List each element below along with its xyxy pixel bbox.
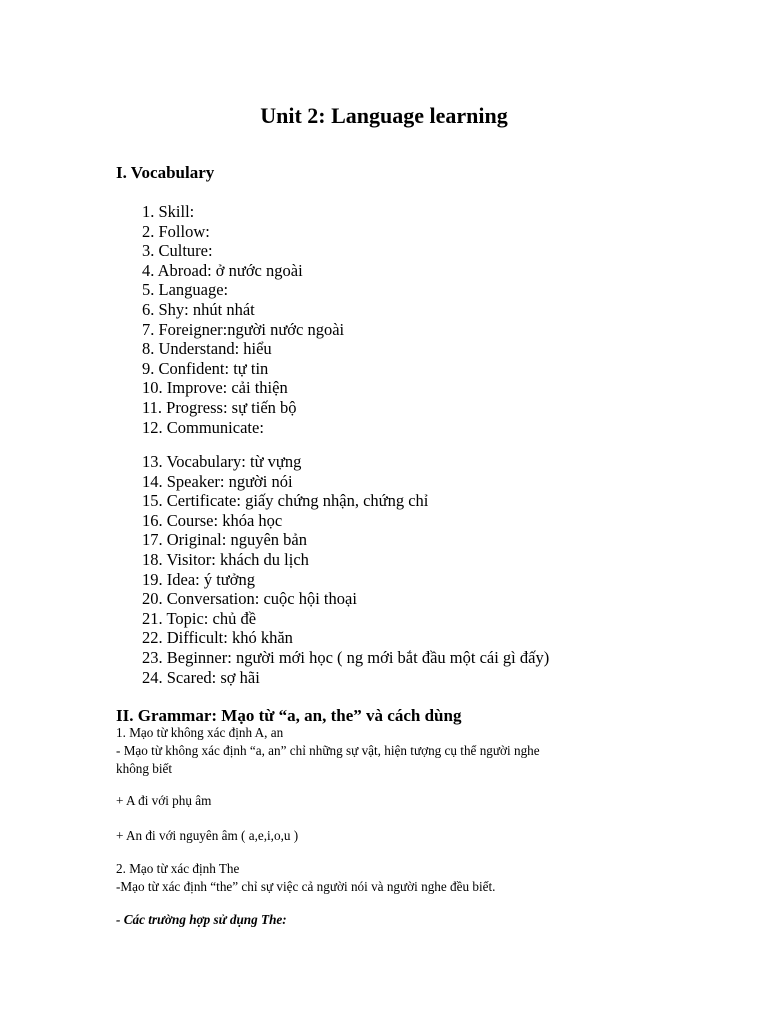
- indefinite-article-desc-line2: không biết: [116, 761, 173, 776]
- vocabulary-item: 19. Idea: ý tưởng: [142, 569, 255, 589]
- grammar-heading: II. Grammar: Mạo từ “a, an, the” và cách dùng: [116, 706, 462, 725]
- vocabulary-item: 22. Difficult: khó khăn: [142, 628, 293, 648]
- vocabulary-item: 12. Communicate:: [142, 417, 264, 437]
- vocabulary-heading: I. Vocabulary: [116, 163, 215, 182]
- vocabulary-item: 2. Follow:: [142, 221, 210, 241]
- vocabulary-item: 7. Foreigner:người nước ngoài: [142, 319, 345, 339]
- vocabulary-item: 24. Scared: sợ hãi: [142, 667, 260, 687]
- definite-article-desc: -Mạo từ xác định “the” chỉ sự việc cả người nói và người nghe đều biết.: [116, 879, 496, 894]
- vocabulary-list-part-2: [142, 452, 549, 687]
- vocabulary-item: 3. Culture:: [142, 241, 213, 261]
- vocabulary-item: 14. Speaker: người nói: [142, 471, 293, 491]
- vocabulary-item: 21. Topic: chủ đề: [142, 608, 257, 628]
- vocabulary-item: 5. Language:: [142, 280, 229, 300]
- vocabulary-item: 10. Improve: cải thiện: [142, 378, 288, 398]
- vocabulary-item: 8. Understand: hiểu: [142, 339, 272, 359]
- vocabulary-item: 6. Shy: nhút nhát: [142, 299, 255, 319]
- indefinite-article-desc-line1: - Mạo từ không xác định “a, an” chỉ những sự vật, hiện tượng cụ thể người nghe: [116, 743, 540, 758]
- rule-an-vowel: + An đi với nguyên âm ( a,e,i,o,u ): [116, 828, 299, 843]
- rule-a-consonant: + A đi với phụ âm: [116, 793, 212, 808]
- vocabulary-item: 4. Abroad: ở nước ngoài: [142, 260, 303, 280]
- vocabulary-item: 17. Original: nguyên bản: [142, 530, 307, 550]
- vocabulary-item: 16. Course: khóa học: [142, 510, 283, 530]
- page-title: Unit 2: Language learning: [260, 103, 508, 128]
- definite-article-title: 2. Mạo từ xác định The: [116, 861, 240, 876]
- vocabulary-item: 13. Vocabulary: từ vựng: [142, 452, 302, 471]
- vocabulary-item: 9. Confident: tự tin: [142, 358, 269, 378]
- vocabulary-list-part-1: [142, 202, 344, 437]
- the-usage-cases-heading: - Các trường hợp sử dụng The:: [116, 912, 287, 927]
- vocabulary-item: 20. Conversation: cuộc hội thoại: [142, 589, 357, 609]
- vocabulary-item: 15. Certificate: giấy chứng nhận, chứng chỉ: [142, 491, 429, 511]
- vocabulary-item: 23. Beginner: người mới học ( ng mới bắt đầu một cái gì đấy): [142, 647, 550, 667]
- vocabulary-item: 11. Progress: sự tiến bộ: [142, 397, 297, 417]
- vocabulary-item: 18. Visitor: khách du lịch: [142, 549, 309, 569]
- indefinite-article-title: 1. Mạo từ không xác định A, an: [116, 725, 284, 740]
- vocabulary-item: 1. Skill:: [142, 202, 195, 221]
